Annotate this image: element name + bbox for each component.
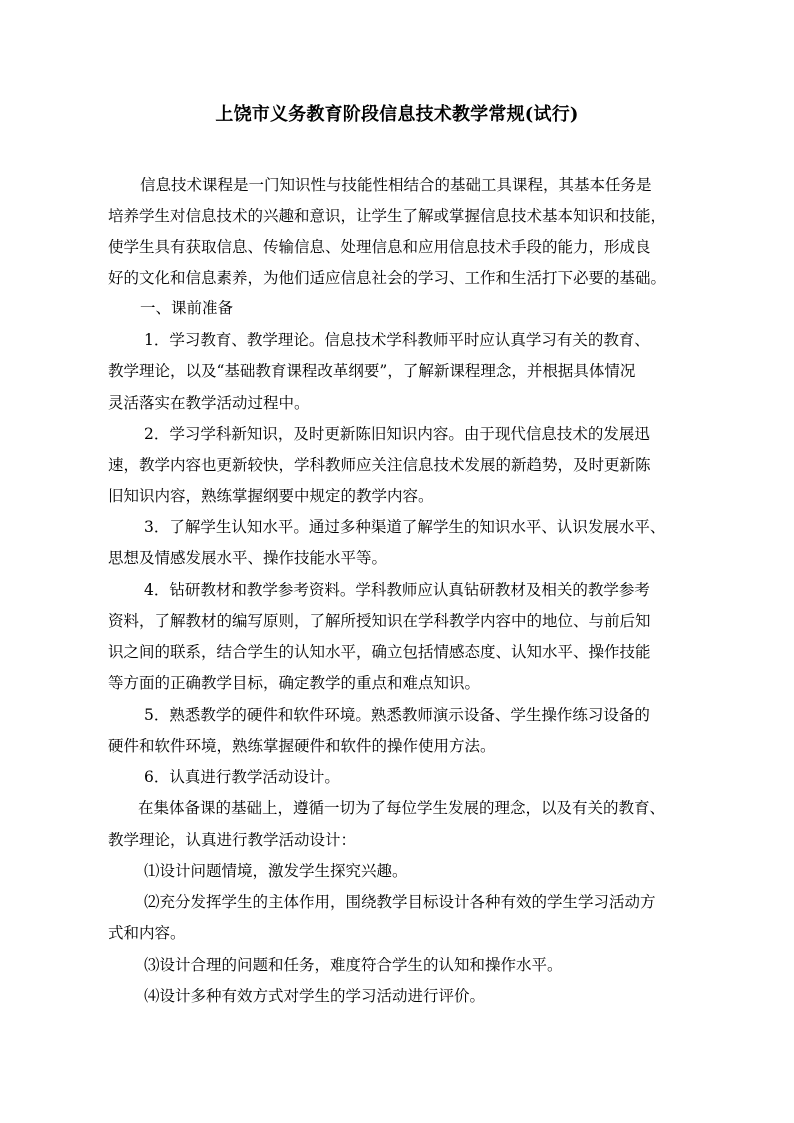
list-item: ⑴设计问题情境，激发学生探究兴趣。 — [144, 862, 408, 880]
paragraph-line: 培养学生对信息技术的兴趣和意识，让学生了解或掌握信息技术基本知识和技能， — [108, 207, 667, 225]
paragraph-line: 6．认真进行教学活动设计。 — [144, 768, 340, 786]
list-item: ⑶设计合理的问题和任务，难度符合学生的认知和操作水平。 — [144, 956, 563, 974]
paragraph-line: 5．熟悉教学的硬件和软件环境。熟悉教师演示设备、学生操作练习设备的 — [144, 706, 650, 724]
paragraph-line: 教学理论，以及“基础教育课程改革纲要”，了解新课程理念，并根据具体情况 — [108, 362, 636, 380]
paragraph-line: 2．学习学科新知识，及时更新陈旧知识内容。由于现代信息技术的发展迅 — [144, 425, 650, 443]
paragraph-line: 速，教学内容也更新较快，学科教师应关注信息技术发展的新趋势，及时更新陈 — [108, 456, 651, 474]
document-title: 上饶市义务教育阶段信息技术教学常规(试行) — [215, 104, 579, 125]
list-item-continuation: 式和内容。 — [108, 924, 186, 942]
paragraph-line: 旧知识内容，熟练掌握纲要中规定的教学内容。 — [108, 487, 434, 505]
paragraph-line: 1．学习教育、教学理论。信息技术学科教师平时应认真学习有关的教育、 — [144, 331, 650, 349]
paragraph-line: 好的文化和信息素养，为他们适应信息社会的学习、工作和生活打下必要的基础。 — [108, 269, 667, 287]
paragraph-line: 硬件和软件环境，熟练掌握硬件和软件的操作使用方法。 — [108, 737, 496, 755]
paragraph-line: 思想及情感发展水平、操作技能水平等。 — [108, 549, 388, 567]
paragraph-line: 等方面的正确教学目标，确定教学的重点和难点知识。 — [108, 674, 481, 692]
list-item: ⑵充分发挥学生的主体作用，围绕教学目标设计各种有效的学生学习活动方 — [144, 893, 656, 911]
paragraph-line: 资料，了解教材的编写原则，了解所授知识在学科教学内容中的地位、与前后知 — [108, 612, 651, 630]
list-item: ⑷设计多种有效方式对学生的学习活动进行评价。 — [144, 987, 486, 1005]
paragraph-line: 识之间的联系，结合学生的认知水平，确立包括情感态度、认知水平、操作技能 — [108, 643, 651, 661]
section-heading: 一、课前准备 — [140, 299, 234, 317]
paragraph-line: 4．钻研教材和教学参考资料。学科教师应认真钻研教材及相关的教学参考 — [144, 581, 650, 599]
paragraph-line: 在集体备课的基础上，遵循一切为了每位学生发展的理念，以及有关的教育、 — [138, 799, 666, 817]
paragraph-line: 灵活落实在教学活动过程中。 — [108, 394, 310, 412]
paragraph-line: 教学理论，认真进行教学活动设计： — [108, 831, 357, 849]
paragraph-line: 3．了解学生认知水平。通过多种渠道了解学生的知识水平、认识发展水平、 — [144, 518, 666, 536]
paragraph-line: 信息技术课程是一门知识性与技能性相结合的基础工具课程，其基本任务是 — [140, 176, 652, 194]
paragraph-line: 使学生具有获取信息、传输信息、处理信息和应用信息技术手段的能力，形成良 — [108, 238, 651, 256]
